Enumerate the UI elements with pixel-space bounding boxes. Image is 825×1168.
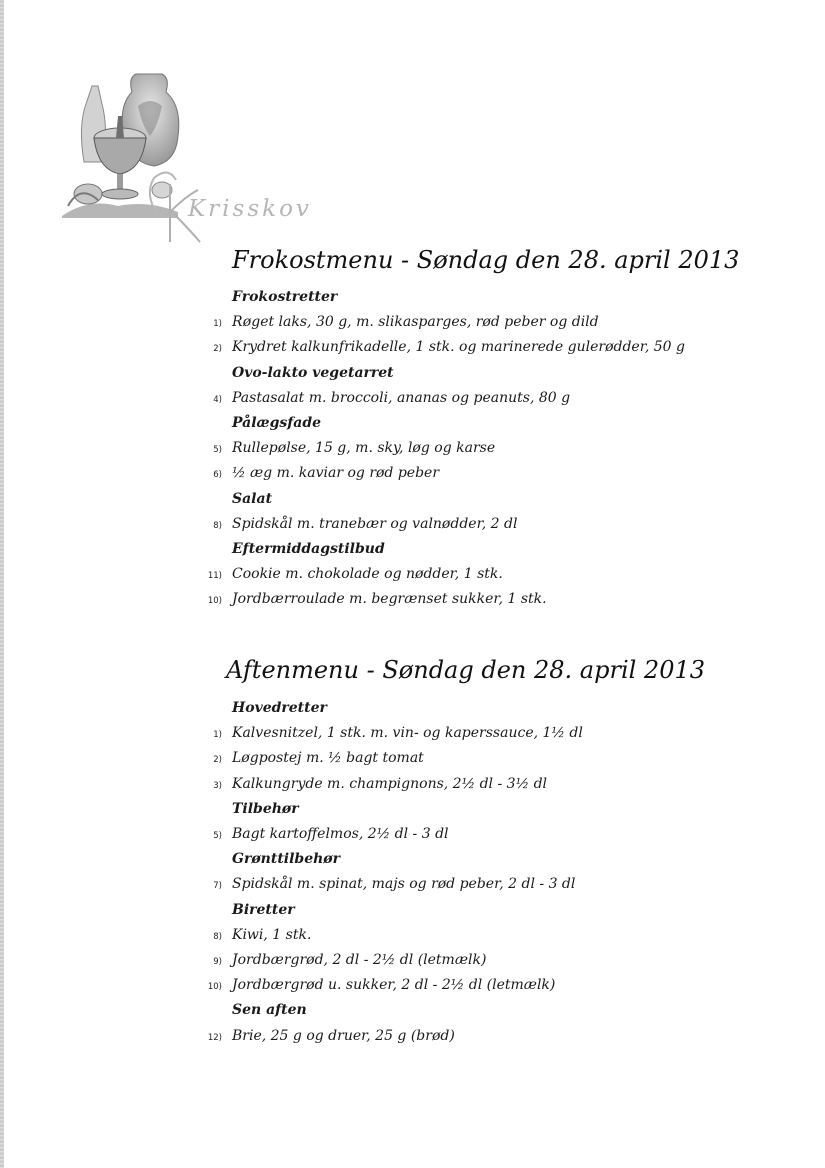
item-number: 10) [207,982,222,993]
item-description: Kiwi, 1 stk. [232,926,312,943]
item-description: Cookie m. chokolade og nødder, 1 stk. [232,566,503,583]
dinner-title: Aftenmenu - Søndag den 28. april 2013 [226,656,706,684]
item-number: 3) [213,780,222,791]
item-number: 8) [213,931,222,942]
item-number: 8) [213,520,222,531]
category-label: Eftermiddagstilbud [232,541,385,557]
item-number: 11) [207,571,222,582]
item-description: Bagt kartoffelmos, 2½ dl - 3 dl [232,826,449,842]
item-number: 4) [213,394,222,405]
item-description: Jordbærgrød u. sukker, 2 dl - 2½ dl (letmælk) [232,977,556,994]
category-label: Hovedretter [232,700,327,716]
category-label: Pålægsfade [232,415,322,431]
category-label: Ovo-lakto vegetarret [232,364,394,381]
item-description: Løgpostej m. ½ bagt tomat [232,750,424,767]
item-description: ½ æg m. kaviar og rød peber [232,465,440,482]
item-description: Krydret kalkunfrikadelle, 1 stk. og marinerede gulerødder, 50 g [232,339,685,356]
goblet-still-life-icon [58,66,238,250]
logo [58,66,238,250]
item-description: Pastasalat m. broccoli, ananas og peanuts, 80 g [232,389,571,406]
logo-wordmark: Krisskov [188,196,312,222]
item-number: 1) [213,319,222,330]
item-number: 6) [213,470,222,481]
item-number: 1) [213,730,222,741]
item-description: Brie, 25 g og druer, 25 g (brød) [232,1027,455,1044]
category-label: Frokostretter [232,289,338,305]
item-number: 10) [207,596,222,607]
item-description: Røget laks, 30 g, m. slikasparges, rød peber og dild [232,314,599,331]
item-description: Spidskål m. tranebær og valnødder, 2 dl [232,515,518,532]
item-description: Spidskål m. spinat, majs og rød peber, 2 dl - 3 dl [232,876,576,893]
scan-edge [0,0,4,1168]
category-label: Grønttilbehør [232,851,341,868]
item-number: 7) [213,881,222,892]
item-description: Jordbærroulade m. begrænset sukker, 1 stk. [232,591,547,608]
category-label: Tilbehør [232,800,299,817]
item-number: 5) [213,445,222,456]
lunch-title: Frokostmenu - Søndag den 28. april 2013 [232,246,740,274]
category-label: Biretter [232,901,295,918]
category-label: Salat [232,490,273,507]
item-description: Jordbærgrød, 2 dl - 2½ dl (letmælk) [232,952,487,968]
item-number: 12) [207,1032,222,1043]
item-number: 5) [213,831,222,841]
item-description: Kalkungryde m. champignons, 2½ dl - 3½ dl [232,775,548,792]
item-number: 9) [213,957,222,967]
item-number: 2) [213,755,222,766]
item-description: Kalvesnitzel, 1 stk. m. vin- og kaperssauce, 1½ dl [232,725,583,742]
item-description: Rullepølse, 15 g, m. sky, løg og karse [232,440,496,457]
category-label: Sen aften [232,1002,307,1019]
item-number: 2) [213,344,222,355]
